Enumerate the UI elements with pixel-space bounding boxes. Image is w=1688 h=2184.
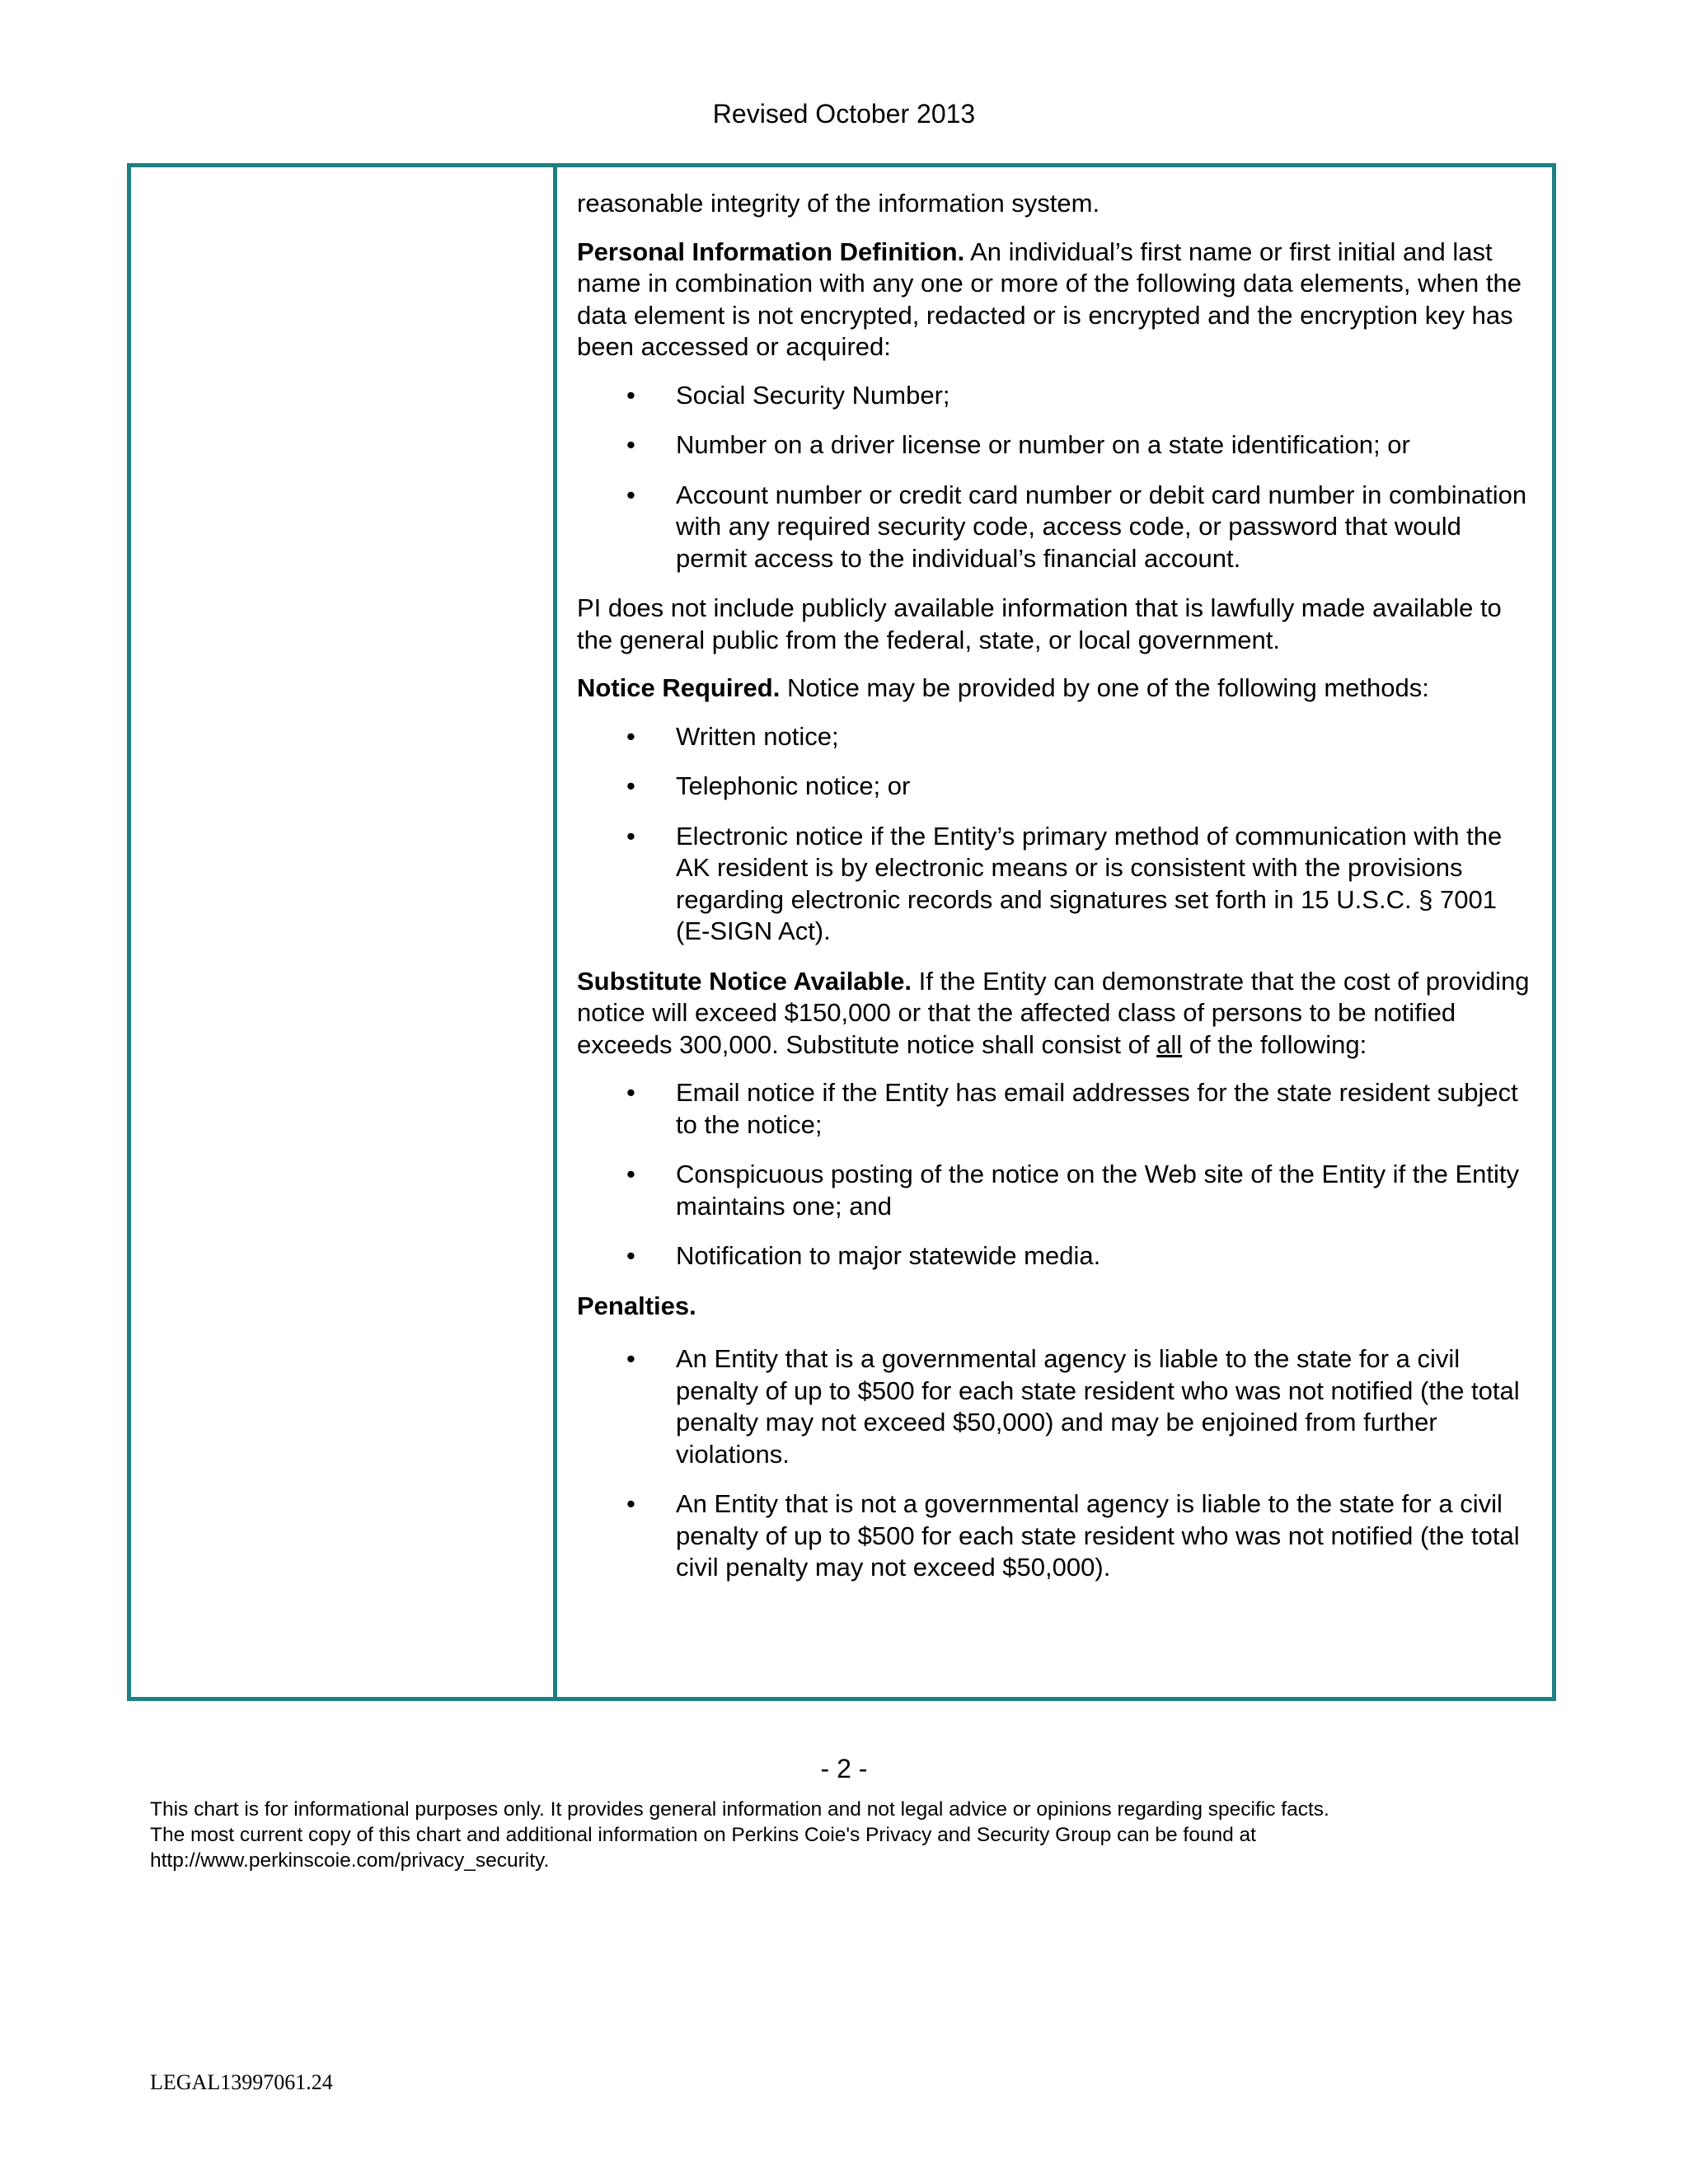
bullet-icon: • bbox=[626, 1160, 635, 1188]
notice-required-text: Notice may be provided by one of the following methods: bbox=[786, 673, 1429, 702]
bullet-icon: • bbox=[626, 1344, 635, 1373]
list-item: • Notification to major statewide media. bbox=[577, 1240, 1532, 1272]
bullet-icon: • bbox=[626, 721, 635, 751]
substitute-notice-list bbox=[577, 1077, 1532, 1272]
list-item: • Email notice if the Entity has email addresses for the state resident subject to the notice; bbox=[626, 1078, 1518, 1139]
substitute-notice-heading: Substitute Notice Available. bbox=[577, 966, 912, 996]
bullet-icon: • bbox=[626, 1489, 635, 1518]
footer-disclaimer bbox=[150, 1797, 1551, 1873]
bullet-icon: • bbox=[626, 430, 635, 459]
bullet-icon: • bbox=[626, 821, 635, 851]
page-number: - 2 - bbox=[820, 1754, 868, 1783]
penalties-list bbox=[577, 1343, 1532, 1584]
disclaimer-url: http://www.perkinscoie.com/privacy_security. bbox=[150, 1849, 550, 1872]
substitute-notice-text-after: of the following: bbox=[1189, 1029, 1367, 1059]
list-item: • An Entity that is not a governmental agency is liable to the state for a civil penalty of up to $500 for each state resident who was not notified (the total civil penalty may not exceed $50,000). bbox=[626, 1489, 1520, 1582]
table-left-column bbox=[131, 167, 557, 1697]
document-id: LEGAL13997061.24 bbox=[150, 2070, 333, 2094]
list-item: • Account number or credit card number or debit card number in combination with any required security code, access code, or password that would permit access to the individual’s financial account. bbox=[626, 480, 1527, 573]
penalties-heading: Penalties. bbox=[577, 1291, 696, 1320]
list-item: • Written notice; bbox=[577, 721, 1532, 753]
list-item: • Electronic notice if the Entity’s primary method of communication with the AK resident is by electronic means or is consistent with the provisions regarding electronic records and signatures set forth in 15 U.S.C. § 7001 (E-SIGN Act). bbox=[626, 821, 1503, 945]
substitute-notice-paragraph bbox=[577, 966, 1532, 1062]
substitute-notice-emphasis: all bbox=[1156, 1029, 1183, 1059]
disclaimer-line: This chart is for informational purposes only. It provides general information and not legal advice or opinions regarding specific facts. bbox=[150, 1798, 1329, 1821]
list-item: • Number on a driver license or number on a state identification; or bbox=[577, 429, 1532, 462]
substitute-notice-text: If the Entity can demonstrate that the cost of providing notice will exceed $150,000 or that the affected class of persons to be notified exceeds 300,000. Substitute notice shall consist of bbox=[577, 966, 1530, 1059]
disclaimer-line: The most current copy of this chart and additional information on Perkins Coie's Privacy and Security Group can be found at bbox=[150, 1824, 1256, 1846]
bullet-icon: • bbox=[626, 1078, 635, 1107]
pi-data-elements-list bbox=[577, 380, 1532, 575]
notice-methods-list bbox=[577, 721, 1532, 948]
pi-definition-text: An individual’s first name or first initial and last name in combination with any one or more of the following data elements, when the data element is not encrypted, redacted or is encrypted and the encryption key has been accessed or acquired: bbox=[577, 237, 1522, 361]
pi-exclusion-paragraph: PI does not include publicly available information that is lawfully made available to the general public from the federal, state, or local government. bbox=[577, 593, 1502, 654]
list-item: • Social Security Number; bbox=[577, 380, 1532, 412]
notice-required-paragraph bbox=[577, 673, 1532, 705]
page-header-revised: Revised October 2013 bbox=[712, 99, 976, 129]
pi-definition-paragraph bbox=[577, 237, 1532, 363]
bullet-icon: • bbox=[626, 380, 635, 410]
notice-required-heading: Notice Required. bbox=[577, 673, 781, 702]
pi-definition-heading: Personal Information Definition. bbox=[577, 237, 965, 266]
table-right-column bbox=[557, 167, 1552, 1697]
list-item: • An Entity that is a governmental agency is liable to the state for a civil penalty of up to $500 for each state resident who was not notified (the total penalty may not exceed $50,000) and may be enjoined from further violations. bbox=[626, 1344, 1520, 1469]
bullet-icon: • bbox=[626, 771, 635, 800]
list-item: • Telephonic notice; or bbox=[577, 771, 1532, 803]
law-chart-table bbox=[127, 163, 1556, 1701]
intro-fragment: reasonable integrity of the information system. bbox=[577, 189, 1100, 218]
bullet-icon: • bbox=[626, 1241, 635, 1270]
list-item: • Conspicuous posting of the notice on the Web site of the Entity if the Entity maintains one; and bbox=[626, 1160, 1520, 1221]
penalties-paragraph bbox=[577, 1291, 1532, 1323]
bullet-icon: • bbox=[626, 480, 635, 509]
